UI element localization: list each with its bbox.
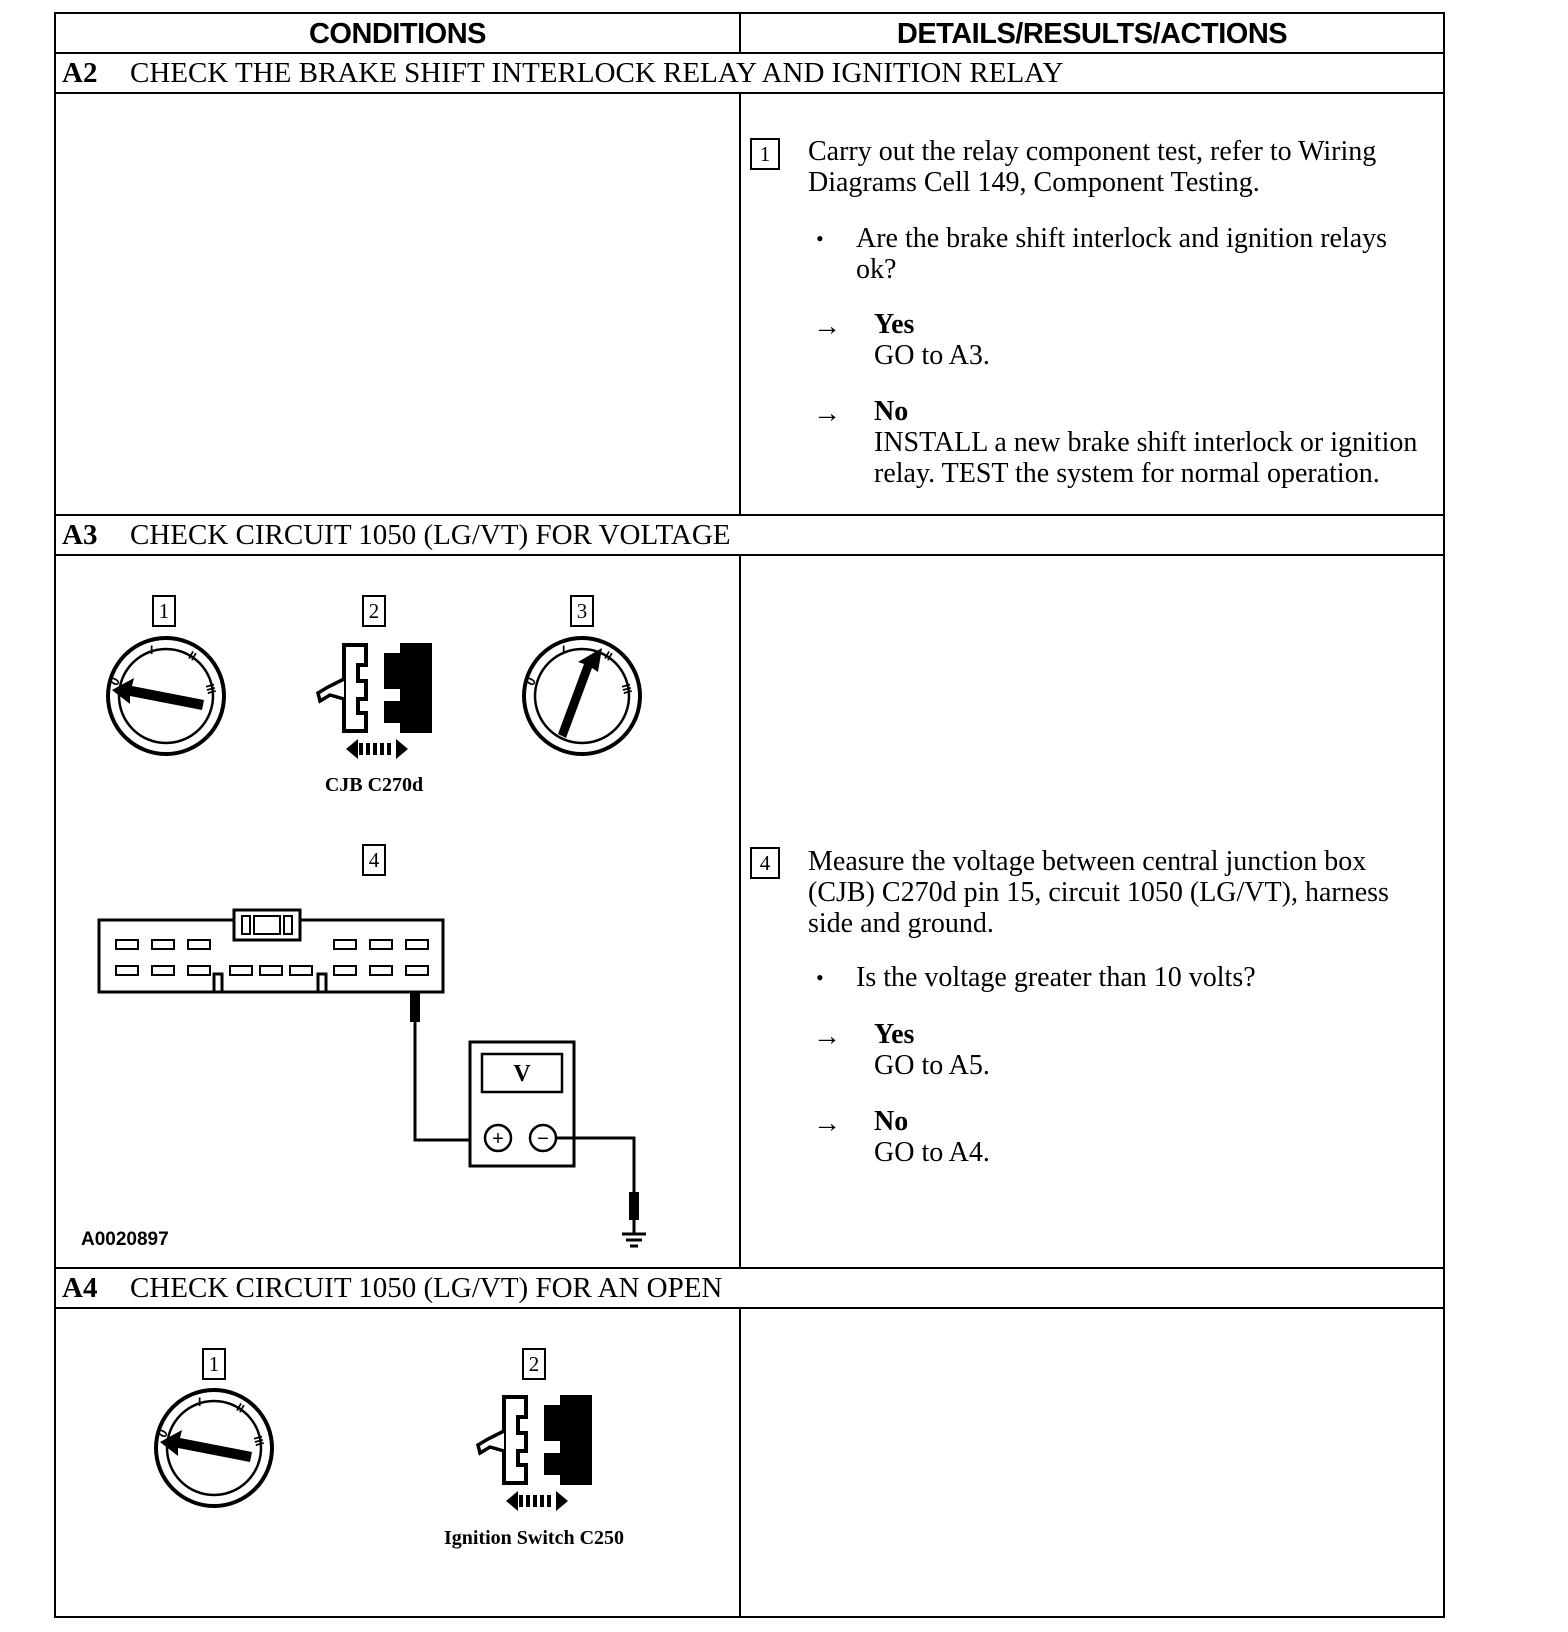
arrow-icon: → <box>813 1021 841 1052</box>
section-header-a3 <box>62 515 731 555</box>
section-id: A3 <box>62 519 98 551</box>
step-number-box: 1 <box>750 138 780 170</box>
connector-disconnect-icon <box>314 639 444 765</box>
column-divider <box>739 554 741 1267</box>
connector-disconnect-icon <box>474 1391 604 1517</box>
yes-action: GO to A5. <box>874 1050 990 1081</box>
key-mark-3: III <box>250 1434 267 1448</box>
column-divider <box>739 1307 741 1618</box>
key-mark-3: III <box>618 682 635 696</box>
section-id: A2 <box>62 57 98 89</box>
key-mark-1: I <box>150 643 154 657</box>
figure-step-box: 3 <box>570 595 594 627</box>
column-divider <box>739 92 741 514</box>
yes-result <box>874 1019 1414 1081</box>
key-mark-0: 0 <box>522 674 539 689</box>
key-mark-1: I <box>198 1395 202 1409</box>
ignition-key-off-icon <box>152 1386 276 1510</box>
section-title: CHECK CIRCUIT 1050 (LG/VT) FOR AN OPEN <box>130 1272 723 1304</box>
meter-minus-terminal: − <box>537 1128 549 1150</box>
section-header-a4 <box>62 1268 722 1308</box>
yes-label: Yes <box>874 1019 915 1050</box>
step-instruction: Carry out the relay component test, refer to Wiring Diagrams Cell 149, Component Testing. <box>808 136 1377 198</box>
arrow-icon: → <box>813 398 841 429</box>
figure-step-box: 2 <box>522 1348 546 1380</box>
figure-step-box: 2 <box>362 595 386 627</box>
diagnostic-table <box>54 12 1445 1618</box>
section-id: A4 <box>62 1272 98 1304</box>
no-label: No <box>874 396 909 427</box>
figure-id: A0020897 <box>81 1229 169 1250</box>
question-text: Are the brake shift interlock and ignition relays ok? <box>856 223 1388 285</box>
no-result <box>874 1106 1414 1168</box>
yes-result <box>874 309 1414 371</box>
arrow-icon: → <box>813 311 841 342</box>
voltmeter-label: V <box>513 1061 531 1087</box>
voltmeter-test-diagram <box>96 904 656 1264</box>
connector-caption: Ignition Switch C250 <box>443 1527 625 1549</box>
step-number-box: 4 <box>750 847 780 879</box>
question-text: Is the voltage greater than 10 volts? <box>856 962 1256 993</box>
arrow-icon: → <box>813 1108 841 1139</box>
meter-plus-terminal: + <box>492 1128 504 1150</box>
key-mark-2: II <box>602 648 615 664</box>
key-mark-3: III <box>202 682 219 696</box>
figure-step-box: 1 <box>152 595 176 627</box>
ignition-key-off-icon <box>104 634 228 758</box>
no-result <box>874 396 1424 489</box>
yes-label: Yes <box>874 309 915 340</box>
no-action: GO to A4. <box>874 1137 990 1168</box>
section-header-a2 <box>62 53 1063 93</box>
key-mark-1: I <box>562 643 566 657</box>
key-mark-2: II <box>186 648 199 664</box>
bullet: • <box>816 965 824 990</box>
key-mark-0: 0 <box>106 674 123 689</box>
connector-caption: CJB C270d <box>324 774 424 796</box>
figure-step-box: 4 <box>362 844 386 876</box>
key-mark-2: II <box>234 1400 247 1416</box>
no-action: INSTALL a new brake shift interlock or ignition relay. TEST the system for normal operation. <box>874 427 1418 489</box>
section-title: CHECK CIRCUIT 1050 (LG/VT) FOR VOLTAGE <box>130 519 731 551</box>
bullet: • <box>816 226 824 251</box>
key-mark-0: 0 <box>154 1426 171 1441</box>
section-title: CHECK THE BRAKE SHIFT INTERLOCK RELAY AND IGNITION RELAY <box>130 57 1064 89</box>
conditions-header: CONDITIONS <box>308 18 487 50</box>
no-label: No <box>874 1106 909 1137</box>
step-instruction: Measure the voltage between central junction box (CJB) C270d pin 15, circuit 1050 (LG/VT), harness side and ground. <box>808 846 1389 939</box>
figure-step-box: 1 <box>202 1348 226 1380</box>
yes-action: GO to A3. <box>874 340 990 371</box>
details-header: DETAILS/RESULTS/ACTIONS <box>896 18 1288 50</box>
ignition-key-run-icon <box>520 634 644 758</box>
